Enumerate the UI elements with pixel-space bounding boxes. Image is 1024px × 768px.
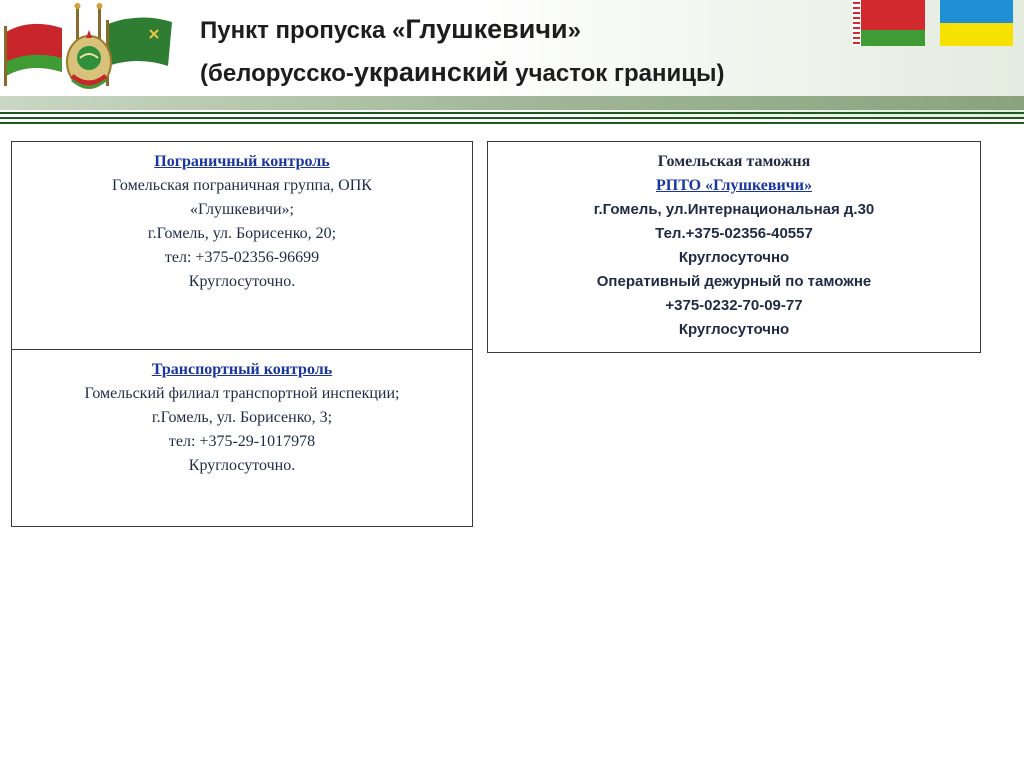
header-rule bbox=[0, 117, 1024, 119]
border-control-card bbox=[11, 141, 473, 350]
customs-duty-officer-hours: Круглосуточно bbox=[678, 321, 790, 338]
ukraine-flag-icon bbox=[940, 0, 1013, 46]
title-line-1: Пункт пропуска «Глушкевичи» bbox=[200, 14, 581, 44]
customs-duty-officer-phone: +375-0232-70-09-77 bbox=[665, 297, 803, 314]
customs-heading[interactable]: РПТО «Глушкевичи» bbox=[655, 177, 812, 194]
header-band bbox=[0, 96, 1024, 110]
transport-control-card bbox=[11, 349, 473, 527]
border-control-address: г.Гомель, ул. Борисенко, 20; bbox=[147, 225, 337, 242]
border-control-org: Гомельская пограничная группа, ОПК bbox=[112, 177, 372, 194]
page-title bbox=[200, 8, 724, 94]
border-control-hours: Круглосуточно. bbox=[188, 273, 296, 290]
customs-title: Гомельская таможня bbox=[657, 153, 811, 170]
transport-control-hours: Круглосуточно. bbox=[188, 457, 296, 474]
border-control-heading[interactable]: Пограничный контроль bbox=[154, 153, 330, 170]
header-rule bbox=[0, 112, 1024, 114]
transport-control-org: Гомельский филиал транспортной инспекции; bbox=[84, 385, 400, 402]
border-control-opk: «Глушкевичи»; bbox=[190, 201, 294, 218]
transport-control-address: г.Гомель, ул. Борисенко, 3; bbox=[151, 409, 333, 426]
belarus-flag-icon bbox=[852, 0, 925, 46]
header-rule bbox=[0, 122, 1024, 124]
border-control-phone: тел: +375-02356-96699 bbox=[164, 249, 320, 266]
customs-phone: Тел.+375-02356-40557 bbox=[655, 225, 813, 242]
transport-control-heading[interactable]: Транспортный контроль bbox=[151, 361, 333, 378]
transport-control-phone: тел: +375-29-1017978 bbox=[168, 433, 316, 450]
title-line-2: (белорусско-украинский участок границы) bbox=[200, 57, 725, 88]
belarus-emblem-icon bbox=[0, 0, 180, 96]
customs-address: г.Гомель, ул.Интернациональная д.30 bbox=[593, 201, 875, 218]
customs-duty-officer-label: Оперативный дежурный по таможне bbox=[596, 273, 872, 290]
customs-card bbox=[487, 141, 981, 353]
customs-hours: Круглосуточно bbox=[678, 249, 790, 266]
